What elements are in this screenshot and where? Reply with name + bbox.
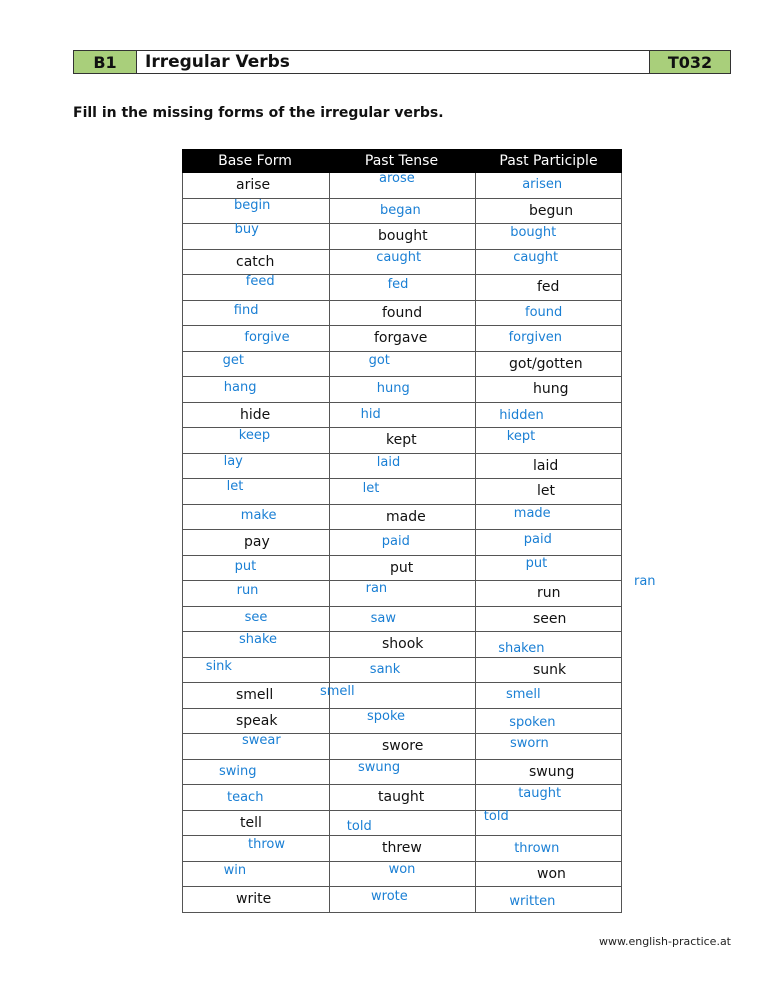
- given-form: begun: [529, 202, 574, 219]
- given-form: found: [382, 304, 423, 321]
- given-form: bought: [378, 228, 428, 244]
- table-row: [183, 402, 621, 428]
- answer-form: made: [513, 505, 551, 521]
- answer-form: forgiven: [508, 330, 563, 345]
- column-header-base: Base Form: [218, 153, 292, 169]
- answer-form: thrown: [514, 841, 560, 856]
- answer-form: hang: [223, 380, 257, 395]
- table-row: [183, 274, 621, 300]
- answer-form: taught: [518, 786, 562, 801]
- answer-form: shake: [239, 632, 278, 647]
- answer-form: throw: [248, 837, 285, 852]
- table-row: [183, 198, 621, 224]
- answer-form: smell: [320, 684, 355, 699]
- answer-form: run: [236, 583, 259, 598]
- given-form: sunk: [533, 661, 567, 678]
- answer-form: spoken: [509, 714, 556, 730]
- footer-url: www.english-practice.at: [598, 935, 731, 948]
- given-form: kept: [386, 432, 417, 448]
- given-form: hide: [240, 406, 271, 423]
- answer-form: arisen: [522, 177, 563, 192]
- answer-form: told: [346, 818, 372, 834]
- answer-form: ran: [365, 581, 388, 596]
- given-form: run: [537, 585, 561, 601]
- answer-form: swear: [242, 733, 281, 748]
- given-form: won: [537, 865, 566, 882]
- answer-form: let: [362, 481, 380, 496]
- worksheet-code: T032: [649, 51, 730, 73]
- answer-form: get: [222, 352, 244, 368]
- table-row: [183, 835, 621, 861]
- answer-form: laid: [376, 454, 401, 470]
- table-row: [183, 810, 621, 836]
- answer-form: caught: [376, 249, 422, 265]
- table-row: [183, 376, 621, 402]
- answer-form: let: [226, 479, 244, 494]
- table-row: [183, 631, 621, 657]
- table-row: [183, 427, 621, 453]
- answer-form: sank: [369, 661, 401, 677]
- table-row: [183, 504, 621, 530]
- stray-answer: ran: [634, 574, 656, 589]
- given-form: put: [390, 559, 414, 576]
- table-row: [183, 325, 621, 351]
- column-header-past: Past Tense: [364, 153, 439, 169]
- table-row: [183, 453, 621, 479]
- verbs-table: [182, 149, 622, 913]
- given-form: made: [386, 508, 426, 525]
- given-form: taught: [378, 789, 425, 805]
- header-bar: [73, 50, 731, 74]
- table-row: [183, 580, 621, 606]
- table-row: [183, 606, 621, 632]
- answer-form: put: [525, 555, 548, 571]
- answer-form: hung: [376, 381, 410, 396]
- table-row: [183, 886, 621, 912]
- given-form: hung: [533, 381, 569, 397]
- answer-form: lay: [223, 453, 243, 469]
- given-form: got/gotten: [509, 355, 583, 372]
- given-form: catch: [236, 253, 275, 270]
- table-row: [183, 784, 621, 810]
- table-row: [183, 173, 621, 198]
- answer-form: hidden: [499, 407, 544, 423]
- given-form: threw: [382, 840, 422, 856]
- table-row: [183, 861, 621, 887]
- answer-form: won: [388, 861, 416, 877]
- given-form: shook: [382, 636, 424, 652]
- answer-form: fed: [387, 277, 409, 292]
- table-row: [183, 300, 621, 326]
- table-header: [182, 149, 622, 173]
- given-form: swore: [382, 738, 424, 754]
- given-form: forgave: [374, 330, 428, 346]
- answer-form: feed: [245, 274, 275, 289]
- answer-form: put: [234, 558, 257, 574]
- answer-form: told: [483, 808, 509, 824]
- given-form: let: [537, 483, 555, 499]
- answer-form: hid: [360, 406, 381, 422]
- table-row: [183, 657, 621, 683]
- table-row: [183, 759, 621, 785]
- answer-form: wrote: [371, 889, 408, 904]
- answer-form: teach: [227, 790, 264, 805]
- answer-form: begin: [234, 197, 271, 213]
- answer-form: sink: [205, 658, 232, 674]
- answer-form: swung: [358, 759, 401, 775]
- answer-form: began: [380, 202, 421, 218]
- table-row: [183, 682, 621, 708]
- answer-form: forgive: [244, 330, 290, 345]
- table-row: [183, 555, 621, 581]
- answer-form: smell: [506, 687, 541, 702]
- table-body: [182, 173, 622, 913]
- answer-form: spoke: [367, 708, 406, 724]
- answer-form: find: [233, 302, 259, 318]
- given-form: arise: [236, 177, 271, 193]
- answer-form: swing: [219, 763, 257, 779]
- answer-form: keep: [238, 428, 271, 443]
- given-form: fed: [537, 279, 560, 295]
- answer-form: shaken: [498, 641, 545, 656]
- column-header-participle: Past Participle: [499, 153, 598, 169]
- worksheet-title: Irregular Verbs: [137, 51, 649, 73]
- answer-form: caught: [513, 249, 559, 265]
- answer-form: buy: [234, 222, 259, 237]
- table-row: [183, 708, 621, 734]
- given-form: smell: [236, 687, 274, 703]
- level-badge: B1: [74, 51, 137, 73]
- answer-form: saw: [370, 610, 396, 626]
- answer-form: written: [509, 894, 556, 909]
- table-row: [183, 529, 621, 555]
- given-form: write: [236, 891, 272, 907]
- given-form: seen: [533, 610, 567, 627]
- answer-form: win: [223, 862, 247, 878]
- table-row: [183, 223, 621, 249]
- answer-form: bought: [510, 225, 557, 240]
- given-form: speak: [236, 712, 278, 729]
- table-row: [183, 249, 621, 275]
- answer-form: kept: [506, 429, 536, 444]
- given-form: pay: [244, 534, 270, 550]
- given-form: swung: [529, 763, 575, 780]
- given-form: tell: [240, 814, 262, 831]
- instruction: Fill in the missing forms of the irregular verbs.: [73, 105, 444, 121]
- answer-form: sworn: [510, 736, 549, 751]
- given-form: laid: [533, 457, 559, 474]
- table-row: [183, 733, 621, 759]
- answer-form: make: [240, 507, 277, 523]
- answer-form: arose: [379, 171, 415, 186]
- table-row: [183, 478, 621, 504]
- answer-form: got: [368, 352, 390, 368]
- answer-form: paid: [523, 532, 552, 547]
- answer-form: found: [525, 304, 563, 320]
- answer-form: paid: [381, 534, 410, 549]
- answer-form: see: [244, 609, 268, 625]
- table-row: [183, 351, 621, 377]
